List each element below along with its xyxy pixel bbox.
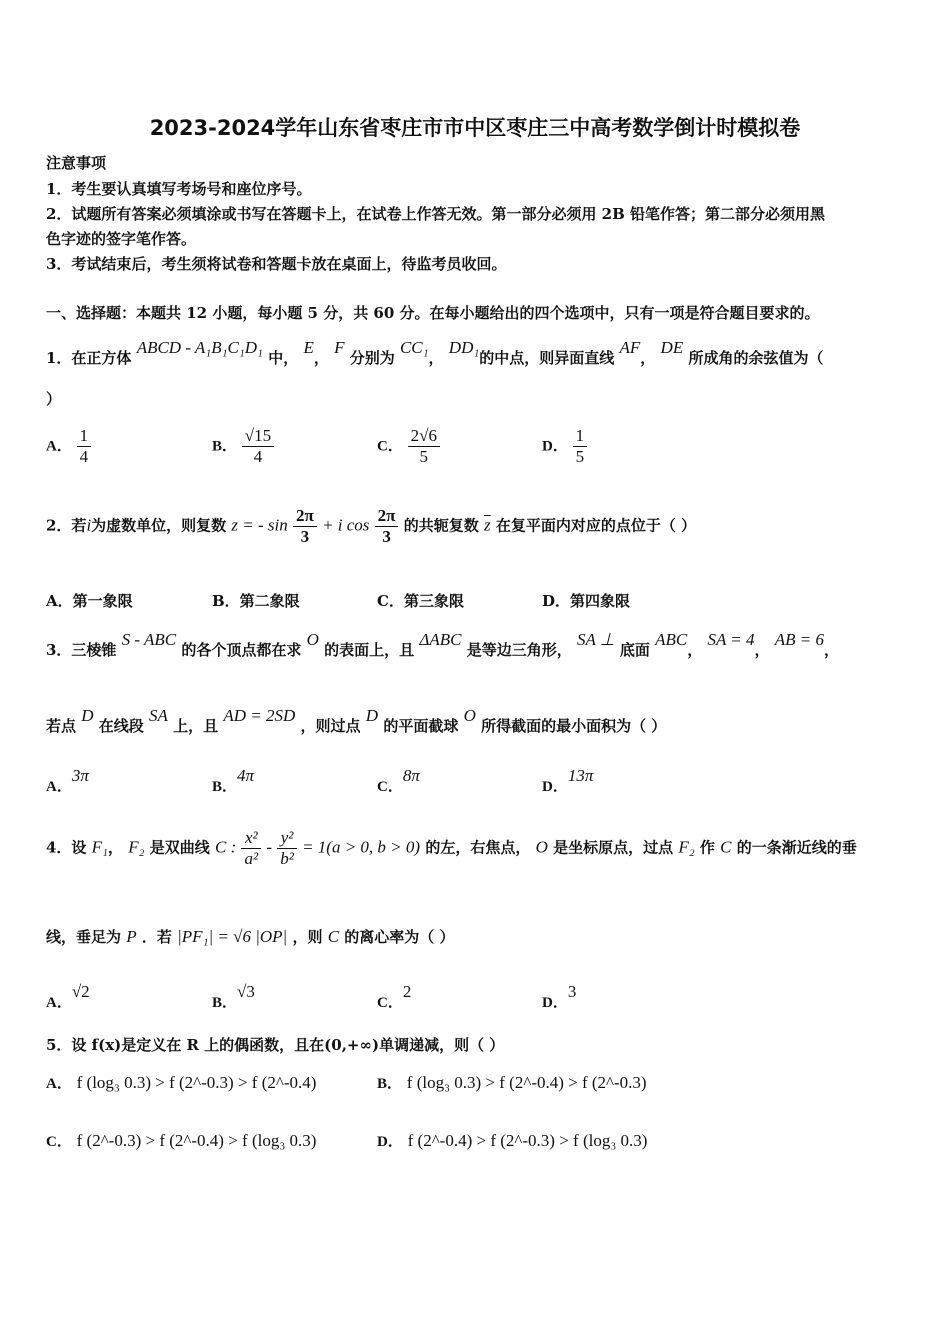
- q3-option-b[interactable]: B．4π: [212, 766, 255, 795]
- q5-option-d[interactable]: D． f (2^-0.4) > f (2^-0.3) > f (log₃ 0.3): [377, 1131, 648, 1150]
- q3-option-c[interactable]: C．8π: [377, 766, 420, 795]
- q3-option-d[interactable]: D．13π: [542, 766, 594, 795]
- q2-option-d[interactable]: D．第四象限: [542, 592, 631, 610]
- question-3-stem: 3．三棱锥 S - ABC 的各个顶点都在求 O 的表面上，且 ΔABC 是等边三角形， SA ⊥ 底面 ABC， SA = 4， AB = 6，: [46, 630, 840, 659]
- q4-option-c[interactable]: C．2: [377, 982, 412, 1011]
- q3-option-a[interactable]: A．3π: [46, 766, 89, 795]
- question-1-stem: 1．在正方体 ABCD - A₁B₁C₁D₁ 中， E， F 分别为 CC₁， DD₁的中点，则异面直线 AF， DE 所成角的余弦值为（: [46, 338, 824, 367]
- q5-option-b[interactable]: B． f (log₃ 0.3) > f (2^-0.4) > f (2^-0.3): [377, 1073, 647, 1092]
- question-2-stem: 2．若i为虚数单位，则复数 z = - sin $\frac{2\pi}{3}$ + i cos $\frac{2\pi}{3}$ 的共轭复数 $\overline{z}$ 在复平面内对应的点位于（ ）: [46, 506, 697, 546]
- notice-item-2: 2．试题所有答案必须填涂或书写在答题卡上，在试卷上作答无效。第一部分必须用 2B 铅笔作答；第二部分必须用黑: [46, 205, 826, 223]
- page-title: 2023-2024学年山东省枣庄市市中区枣庄三中高考数学倒计时模拟卷: [149, 116, 801, 140]
- q4-option-a[interactable]: A．√2: [46, 982, 90, 1011]
- q5-option-c[interactable]: C． f (2^-0.3) > f (2^-0.4) > f (log₃ 0.3): [46, 1131, 317, 1150]
- question-4-stem: 4．设 F₁， F₂ 是双曲线 C : $\frac{\text{x²}}{\text{a²}}$ - $\frac{\text{y²}}{\text{b²}}$ = 1(a > 0, b > 0) 的左，右焦点， O 是坐标原点，过点 F₂ 作 C 的一条渐近线的垂: [46, 828, 857, 868]
- section-heading: 一、选择题：本题共 12 小题，每小题 5 分，共 60 分。在每小题给出的四个选项中，只有一项是符合题目要求的。: [46, 304, 820, 322]
- notice-heading: 注意事项: [46, 154, 107, 172]
- q1-option-a[interactable]: A． $\frac{1}{4}$: [46, 426, 91, 467]
- q2-option-b[interactable]: B．第二象限: [212, 592, 300, 610]
- q2-option-c[interactable]: C．第三象限: [377, 592, 464, 610]
- q1-option-d[interactable]: D． $\frac{1}{5}$: [542, 426, 587, 467]
- q1-option-c[interactable]: C． $\frac{2√6}{5}$: [377, 426, 440, 467]
- question-1-stem-end: ）: [46, 390, 62, 408]
- question-5-stem: 5．设 f(x)是定义在 R 上的偶函数，且在(0,+∞)单调递减，则（ ）: [46, 1036, 505, 1054]
- question-4-stem-line-2: 线，垂足为 P ．若 |PF₁| = √6 |OP| ，则 C 的离心率为（ ）: [46, 927, 455, 946]
- question-3-stem-line-2: 若点 D 在线段 SA 上，且 AD = 2SD ，则过点 D 的平面截球 O 所得截面的最小面积为（ ）: [46, 706, 667, 735]
- notice-item-2-cont: 色字迹的签字笔作答。: [46, 230, 197, 248]
- q4-option-d[interactable]: D．3: [542, 982, 577, 1011]
- q5-option-a[interactable]: A． f (log₃ 0.3) > f (2^-0.3) > f (2^-0.4): [46, 1073, 317, 1092]
- q4-option-b[interactable]: B．√3: [212, 982, 255, 1011]
- q2-option-a[interactable]: A．第一象限: [46, 592, 133, 610]
- q1-option-b[interactable]: B． $\frac{√15}{4}$: [212, 426, 274, 467]
- notice-item-1: 1．考生要认真填写考场号和座位序号。: [46, 180, 312, 198]
- notice-item-3: 3．考试结束后，考生须将试卷和答题卡放在桌面上，待监考员收回。: [46, 255, 507, 273]
